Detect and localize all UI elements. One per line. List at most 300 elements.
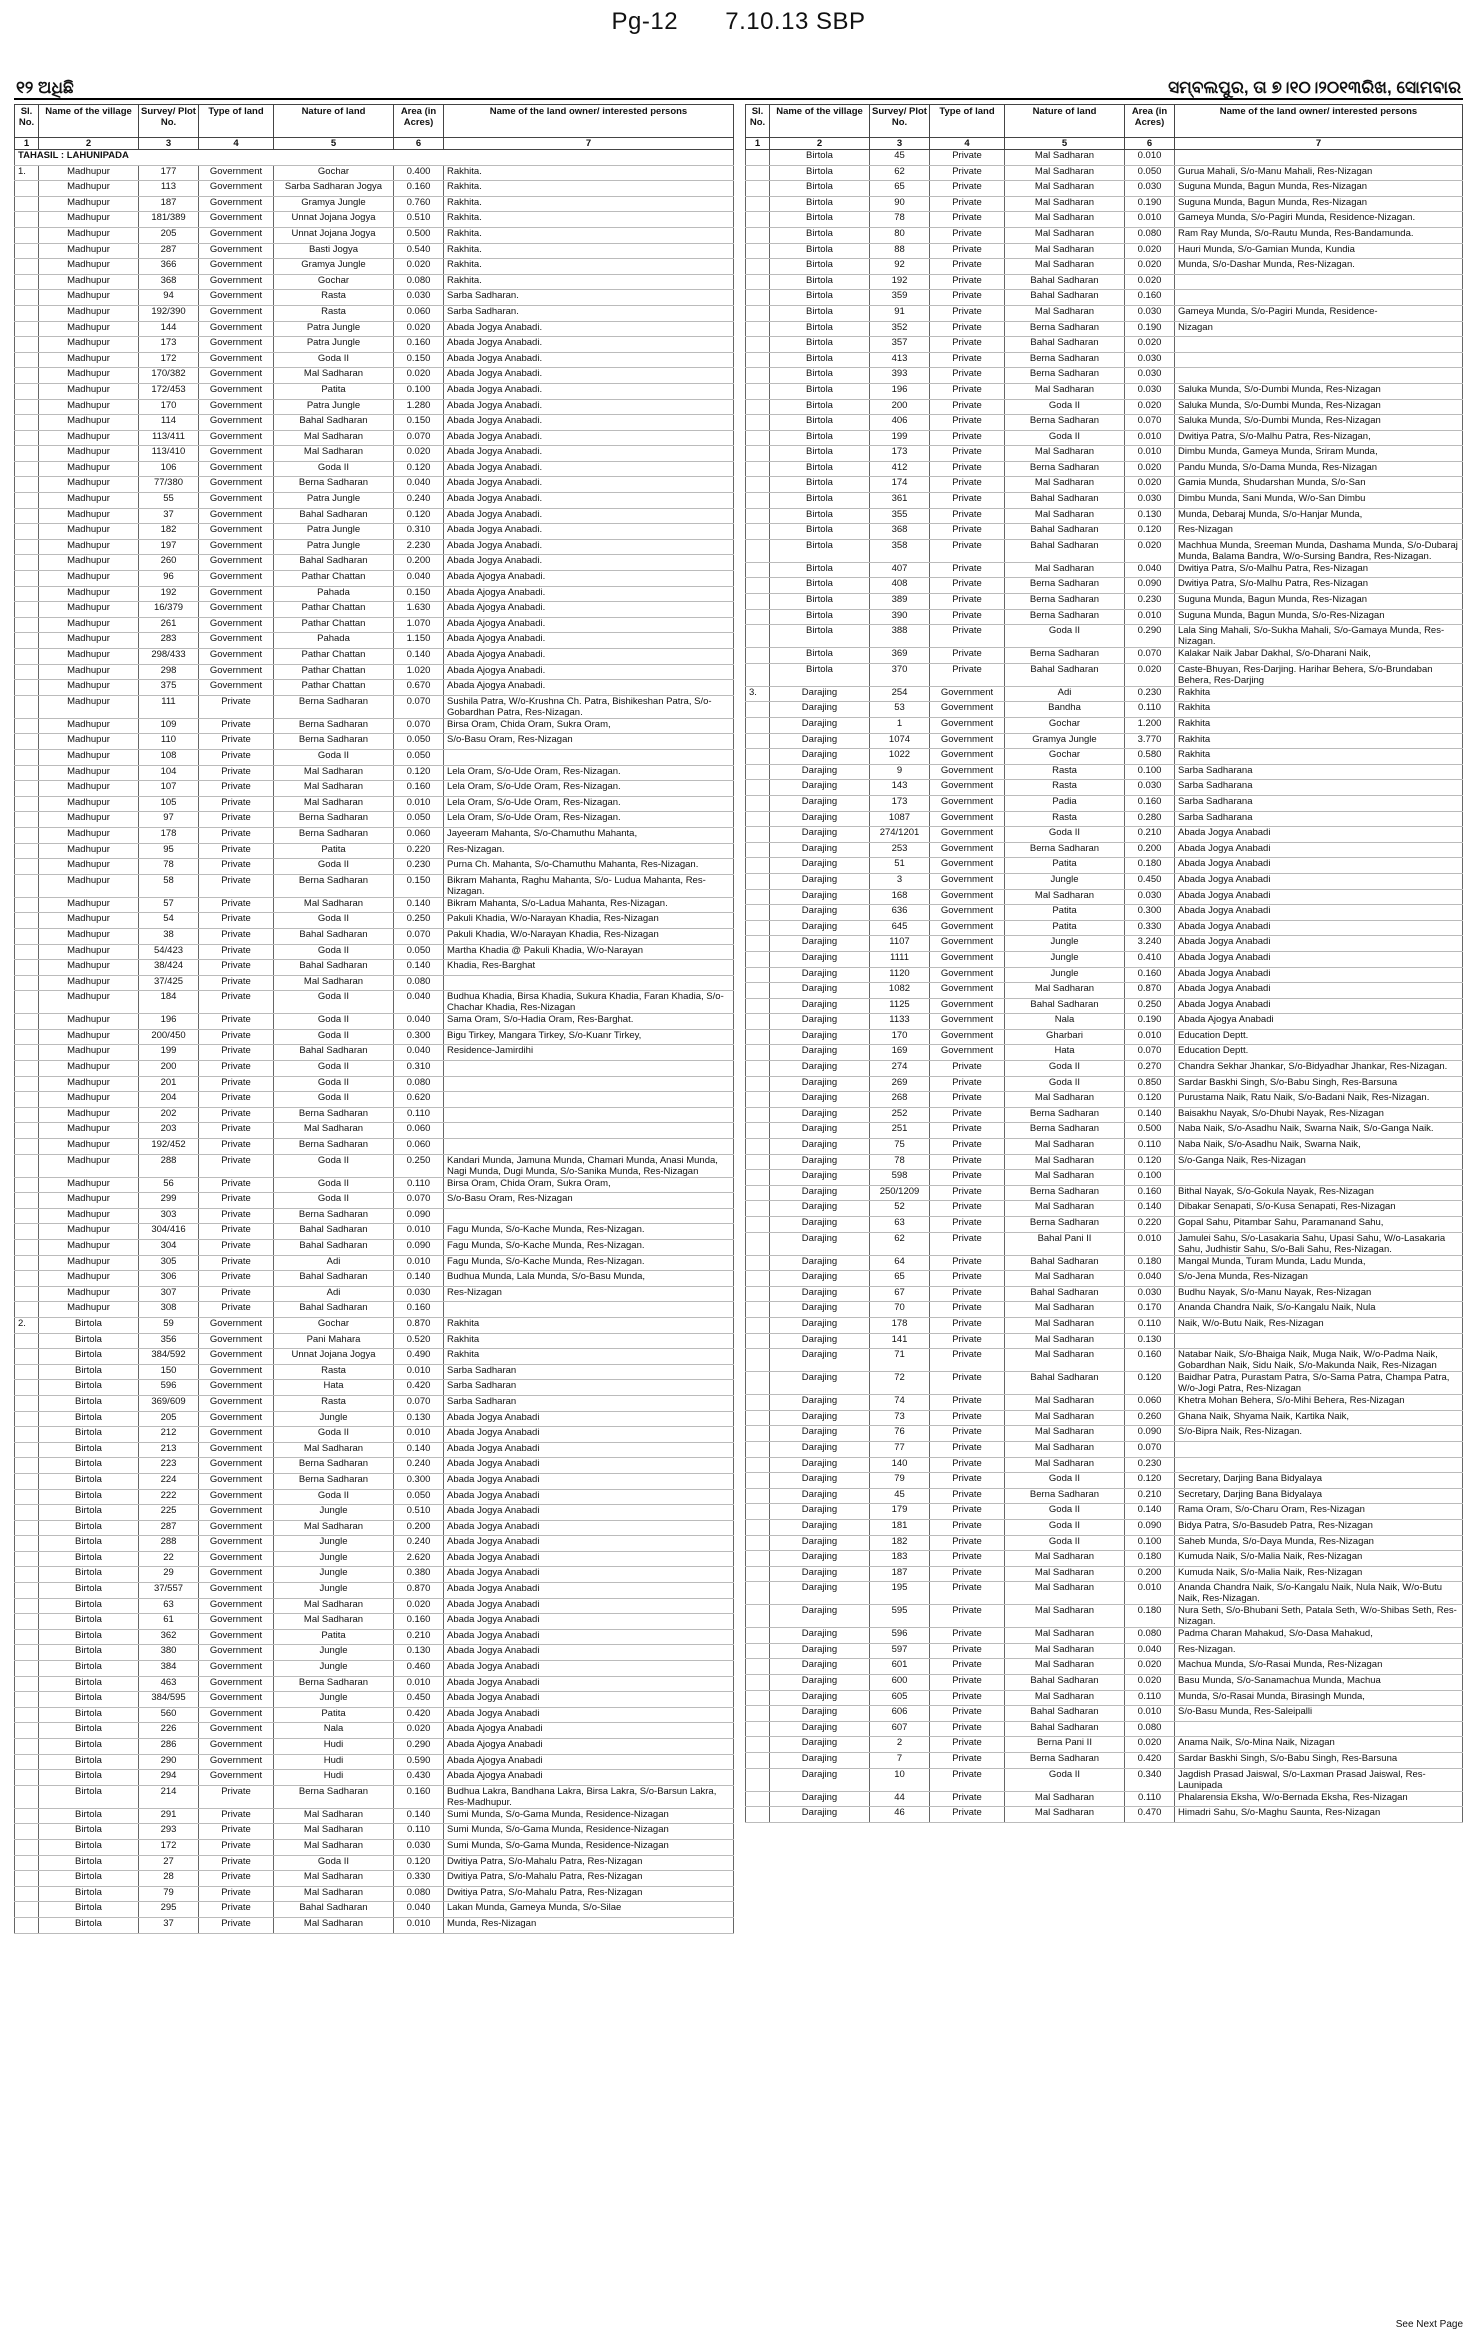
land-type-cell: Government: [199, 399, 274, 415]
land-nature-cell: Bahal Sadharan: [1005, 1721, 1125, 1737]
area-cell: 0.140: [1125, 1504, 1175, 1520]
land-nature-cell: Mal Sadharan: [1005, 196, 1125, 212]
land-nature-cell: Hudi: [274, 1754, 394, 1770]
col-num: 5: [1005, 138, 1125, 150]
owner-cell: Sarba Sadharana: [1175, 764, 1463, 780]
survey-plot-cell: 104: [139, 765, 199, 781]
sl-no-cell: [746, 1317, 770, 1333]
village-cell: Darajing: [770, 718, 870, 734]
table-row: [15, 1139, 734, 1155]
owner-cell: Secretary, Darjing Bana Bidyalaya: [1175, 1488, 1463, 1504]
land-type-cell: Government: [199, 1567, 274, 1583]
land-nature-cell: Goda II: [1005, 1519, 1125, 1535]
table-row: [746, 780, 1463, 796]
area-cell: 0.010: [394, 796, 444, 812]
table-row: [746, 1488, 1463, 1504]
land-nature-cell: Berna Sadharan: [1005, 321, 1125, 337]
area-cell: 0.010: [1125, 1706, 1175, 1722]
land-type-cell: Private: [930, 1076, 1005, 1092]
table-row: [15, 1045, 734, 1061]
land-type-cell: Government: [930, 1045, 1005, 1061]
land-nature-cell: Berna Sadharan: [274, 477, 394, 493]
area-cell: 0.250: [394, 1154, 444, 1177]
owner-cell: [444, 1208, 734, 1224]
survey-plot-cell: 57: [139, 897, 199, 913]
land-nature-cell: Mal Sadharan: [274, 1442, 394, 1458]
village-cell: Madhupur: [39, 617, 139, 633]
owner-cell: Abada Ajogya Anabadi: [444, 1739, 734, 1755]
owner-cell: Abada Jogya Anabadi.: [444, 524, 734, 540]
village-cell: Madhupur: [39, 321, 139, 337]
area-cell: 0.230: [1125, 594, 1175, 610]
village-cell: Madhupur: [39, 1092, 139, 1108]
land-type-cell: Private: [930, 1807, 1005, 1823]
header-village: Name of the village: [39, 105, 139, 138]
area-cell: 0.310: [394, 1061, 444, 1077]
land-nature-cell: Adi: [1005, 686, 1125, 702]
land-table-left: [14, 104, 734, 1934]
land-type-cell: Private: [930, 1582, 1005, 1605]
land-type-cell: Private: [930, 1457, 1005, 1473]
survey-plot-cell: 45: [870, 150, 930, 166]
area-cell: 0.100: [1125, 1170, 1175, 1186]
table-row: [746, 181, 1463, 197]
land-nature-cell: Bahal Sadharan: [274, 1302, 394, 1318]
land-type-cell: Private: [199, 928, 274, 944]
survey-plot-cell: 222: [139, 1489, 199, 1505]
table-row: [15, 960, 734, 976]
owner-cell: Abada Ajogya Anabadi.: [444, 633, 734, 649]
sl-no-cell: [746, 609, 770, 625]
village-cell: Darajing: [770, 858, 870, 874]
village-cell: Madhupur: [39, 960, 139, 976]
land-type-cell: Private: [199, 991, 274, 1014]
sl-no-cell: [746, 562, 770, 578]
survey-plot-cell: 92: [870, 259, 930, 275]
area-cell: 0.040: [1125, 1271, 1175, 1287]
survey-plot-cell: 369: [870, 648, 930, 664]
land-type-cell: Government: [930, 920, 1005, 936]
land-type-cell: Private: [930, 181, 1005, 197]
area-cell: 0.760: [394, 196, 444, 212]
sl-no-cell: [15, 1349, 39, 1365]
table-row: [15, 1286, 734, 1302]
table-row: [746, 165, 1463, 181]
survey-plot-cell: 170/382: [139, 368, 199, 384]
col-num: 1: [15, 138, 39, 150]
owner-cell: Birsa Oram, Chida Oram, Sukra Oram,: [444, 1177, 734, 1193]
land-nature-cell: Gramya Jungle: [274, 196, 394, 212]
header-row: [15, 105, 734, 138]
land-type-cell: Government: [930, 811, 1005, 827]
area-cell: 0.040: [394, 571, 444, 587]
survey-plot-cell: 172: [139, 352, 199, 368]
owner-cell: Pandu Munda, S/o-Dama Munda, Res-Nizagan: [1175, 461, 1463, 477]
village-cell: Darajing: [770, 1201, 870, 1217]
village-cell: Birtola: [39, 1723, 139, 1739]
sl-no-cell: [15, 305, 39, 321]
village-cell: Darajing: [770, 1271, 870, 1287]
village-cell: Madhupur: [39, 493, 139, 509]
village-cell: Darajing: [770, 1488, 870, 1504]
land-type-cell: Government: [930, 936, 1005, 952]
area-cell: 0.270: [1125, 1061, 1175, 1077]
table-row: [15, 1473, 734, 1489]
sl-no-cell: [15, 1871, 39, 1887]
survey-plot-cell: 96: [139, 571, 199, 587]
land-type-cell: Government: [199, 1520, 274, 1536]
survey-plot-cell: 181/389: [139, 212, 199, 228]
area-cell: 0.020: [1125, 1675, 1175, 1691]
table-row: [746, 1286, 1463, 1302]
col-num: 3: [870, 138, 930, 150]
survey-plot-cell: 108: [139, 749, 199, 765]
area-cell: 0.520: [394, 1333, 444, 1349]
village-cell: Madhupur: [39, 524, 139, 540]
survey-plot-cell: 55: [139, 493, 199, 509]
land-nature-cell: Mal Sadharan: [1005, 1271, 1125, 1287]
land-nature-cell: Jungle: [1005, 967, 1125, 983]
area-cell: 0.330: [394, 1871, 444, 1887]
left-column: [14, 104, 734, 1934]
table-row: [746, 274, 1463, 290]
sl-no-cell: [746, 1185, 770, 1201]
land-nature-cell: Patita: [274, 1707, 394, 1723]
area-cell: 0.060: [394, 827, 444, 843]
sl-no-cell: [15, 1208, 39, 1224]
sl-no-cell: [15, 796, 39, 812]
sl-no-cell: [15, 1029, 39, 1045]
owner-cell: Abada Jogya Anabadi: [444, 1536, 734, 1552]
sl-no-cell: [746, 321, 770, 337]
area-cell: 0.110: [394, 1177, 444, 1193]
land-type-cell: Private: [199, 1092, 274, 1108]
sl-no-cell: [746, 430, 770, 446]
survey-plot-cell: 187: [139, 196, 199, 212]
owner-cell: Abada Jogya Anabadi.: [444, 508, 734, 524]
survey-plot-cell: 463: [139, 1676, 199, 1692]
village-cell: Birtola: [39, 1395, 139, 1411]
table-row: [15, 695, 734, 718]
area-cell: 0.420: [394, 1707, 444, 1723]
land-nature-cell: Jungle: [274, 1551, 394, 1567]
table-row: [746, 609, 1463, 625]
land-nature-cell: Goda II: [1005, 1076, 1125, 1092]
survey-plot-cell: 150: [139, 1364, 199, 1380]
land-nature-cell: Mal Sadharan: [274, 897, 394, 913]
table-row: [15, 446, 734, 462]
owner-cell: Rakhita: [444, 1317, 734, 1333]
sl-no-cell: [15, 1520, 39, 1536]
survey-plot-cell: 38: [139, 928, 199, 944]
owner-cell: [444, 1076, 734, 1092]
village-cell: Darajing: [770, 1753, 870, 1769]
land-nature-cell: Mal Sadharan: [1005, 983, 1125, 999]
village-cell: Madhupur: [39, 928, 139, 944]
survey-plot-cell: 37/557: [139, 1583, 199, 1599]
land-type-cell: Private: [930, 493, 1005, 509]
land-nature-cell: Rasta: [1005, 764, 1125, 780]
land-type-cell: Private: [930, 1441, 1005, 1457]
area-cell: 0.470: [1125, 1807, 1175, 1823]
sl-no-cell: [746, 1643, 770, 1659]
area-cell: 0.030: [1125, 352, 1175, 368]
land-nature-cell: Mal Sadharan: [274, 1598, 394, 1614]
survey-plot-cell: 45: [870, 1488, 930, 1504]
village-cell: Madhupur: [39, 477, 139, 493]
header-type: Type of land: [930, 105, 1005, 138]
village-cell: Darajing: [770, 1737, 870, 1753]
area-cell: 0.010: [394, 1917, 444, 1933]
owner-cell: Jagdish Prasad Jaiswal, S/o-Laxman Prasad Jaiswal, Res-Launipada: [1175, 1768, 1463, 1791]
sl-no-cell: [746, 1302, 770, 1318]
owner-cell: Abada Jogya Anabadi.: [444, 493, 734, 509]
sl-no-cell: 3.: [746, 686, 770, 702]
area-cell: 0.040: [1125, 562, 1175, 578]
sl-no-cell: [746, 889, 770, 905]
survey-plot-cell: 1: [870, 718, 930, 734]
owner-cell: Sarba Sadharana: [1175, 811, 1463, 827]
survey-plot-cell: 287: [139, 243, 199, 259]
area-cell: 0.020: [1125, 477, 1175, 493]
area-cell: 0.300: [394, 1029, 444, 1045]
village-cell: Madhupur: [39, 734, 139, 750]
table-row: [15, 1014, 734, 1030]
land-type-cell: Government: [199, 1411, 274, 1427]
owner-cell: Sushila Patra, W/o-Krushna Ch. Patra, Bishikeshan Patra, S/o-Gobardhan Patra, Res-Nizagan.: [444, 695, 734, 718]
owner-cell: Abada Jogya Anabadi.: [444, 337, 734, 353]
area-cell: 0.540: [394, 243, 444, 259]
owner-cell: Rakhita.: [444, 274, 734, 290]
land-type-cell: Government: [199, 243, 274, 259]
survey-plot-cell: 173: [870, 795, 930, 811]
survey-plot-cell: 141: [870, 1333, 930, 1349]
sl-no-cell: [15, 1240, 39, 1256]
land-nature-cell: Rasta: [274, 290, 394, 306]
survey-plot-cell: 75: [870, 1139, 930, 1155]
survey-plot-cell: 261: [139, 617, 199, 633]
table-row: [746, 1659, 1463, 1675]
sl-no-cell: [15, 321, 39, 337]
table-row: [15, 1349, 734, 1365]
survey-plot-cell: 200: [870, 399, 930, 415]
sl-no-cell: [746, 446, 770, 462]
survey-plot-cell: 598: [870, 1170, 930, 1186]
land-type-cell: Government: [199, 664, 274, 680]
land-type-cell: Private: [199, 1917, 274, 1933]
land-nature-cell: Mal Sadharan: [1005, 1139, 1125, 1155]
village-cell: Birtola: [39, 1473, 139, 1489]
area-cell: 0.160: [394, 1302, 444, 1318]
survey-plot-cell: 605: [870, 1690, 930, 1706]
village-cell: Darajing: [770, 1441, 870, 1457]
area-cell: 1.070: [394, 617, 444, 633]
area-cell: 0.090: [1125, 1519, 1175, 1535]
survey-plot-cell: 90: [870, 196, 930, 212]
village-cell: Madhupur: [39, 1224, 139, 1240]
survey-plot-cell: 213: [139, 1442, 199, 1458]
area-cell: 0.190: [1125, 1014, 1175, 1030]
sl-no-cell: [746, 594, 770, 610]
col-num: 1: [746, 138, 770, 150]
land-nature-cell: Patra Jungle: [274, 493, 394, 509]
land-type-cell: Private: [930, 1519, 1005, 1535]
village-cell: Birtola: [39, 1364, 139, 1380]
sl-no-cell: [746, 290, 770, 306]
survey-plot-cell: 355: [870, 508, 930, 524]
land-type-cell: Government: [930, 842, 1005, 858]
table-row: [15, 212, 734, 228]
village-cell: Birtola: [770, 625, 870, 648]
land-nature-cell: Mal Sadharan: [1005, 1349, 1125, 1372]
village-cell: Birtola: [770, 352, 870, 368]
owner-cell: Naik, W/o-Butu Naik, Res-Nizagan: [1175, 1317, 1463, 1333]
owner-cell: Lala Sing Mahali, S/o-Sukha Mahali, S/o-Gamaya Munda, Res-Nizagan.: [1175, 625, 1463, 648]
land-type-cell: Private: [930, 321, 1005, 337]
survey-plot-cell: 295: [139, 1902, 199, 1918]
land-nature-cell: Jungle: [274, 1583, 394, 1599]
village-cell: Darajing: [770, 749, 870, 765]
land-type-cell: Private: [199, 1193, 274, 1209]
header-sl: Sl. No.: [746, 105, 770, 138]
survey-plot-cell: 645: [870, 920, 930, 936]
survey-plot-cell: 38/424: [139, 960, 199, 976]
survey-plot-cell: 76: [870, 1426, 930, 1442]
survey-plot-cell: 7: [870, 1753, 930, 1769]
sl-no-cell: [15, 649, 39, 665]
village-cell: Birtola: [39, 1551, 139, 1567]
owner-cell: Bithal Nayak, S/o-Gokula Nayak, Res-Nizagan: [1175, 1185, 1463, 1201]
tahasil-label: TAHASIL : LAHUNIPADA: [15, 150, 734, 166]
land-nature-cell: Berna Sadharan: [1005, 594, 1125, 610]
land-nature-cell: Mal Sadharan: [274, 765, 394, 781]
area-cell: 0.030: [394, 290, 444, 306]
land-type-cell: Private: [930, 227, 1005, 243]
land-nature-cell: Mal Sadharan: [274, 368, 394, 384]
land-nature-cell: Bahal Sadharan: [1005, 1372, 1125, 1395]
survey-plot-cell: 63: [139, 1598, 199, 1614]
area-cell: 0.050: [394, 1489, 444, 1505]
sl-no-cell: [746, 1045, 770, 1061]
table-row: [15, 1614, 734, 1630]
land-type-cell: Private: [930, 383, 1005, 399]
village-cell: Birtola: [770, 539, 870, 562]
area-cell: 0.410: [1125, 951, 1175, 967]
table-row: [15, 1380, 734, 1396]
land-nature-cell: Unnat Jojana Jogya: [274, 1349, 394, 1365]
area-cell: 0.200: [394, 1520, 444, 1536]
sl-no-cell: [15, 859, 39, 875]
land-nature-cell: Bahal Sadharan: [274, 1240, 394, 1256]
owner-cell: Abada Jogya Anabadi: [1175, 936, 1463, 952]
survey-plot-cell: 298: [139, 664, 199, 680]
survey-plot-cell: 1133: [870, 1014, 930, 1030]
land-nature-cell: Pathar Chattan: [274, 649, 394, 665]
owner-cell: Pakuli Khadia, W/o-Narayan Khadia, Res-Nizagan: [444, 913, 734, 929]
table-row: [746, 1675, 1463, 1691]
village-cell: Madhupur: [39, 181, 139, 197]
land-nature-cell: Pani Mahara: [274, 1333, 394, 1349]
survey-plot-cell: 596: [870, 1628, 930, 1644]
area-cell: 0.150: [394, 415, 444, 431]
owner-cell: Education Deptt.: [1175, 1029, 1463, 1045]
survey-plot-cell: 406: [870, 415, 930, 431]
sl-no-cell: [15, 1092, 39, 1108]
village-cell: Madhupur: [39, 430, 139, 446]
table-row: [746, 305, 1463, 321]
header-row: [746, 105, 1463, 138]
survey-plot-cell: 78: [870, 1154, 930, 1170]
table-row: [746, 1154, 1463, 1170]
land-nature-cell: Berna Sadharan: [274, 718, 394, 734]
land-nature-cell: Bahal Sadharan: [274, 928, 394, 944]
table-row: [746, 415, 1463, 431]
land-nature-cell: Adi: [274, 1286, 394, 1302]
land-type-cell: Private: [930, 1473, 1005, 1489]
sl-no-cell: [746, 749, 770, 765]
owner-cell: Abada Jogya Anabadi: [1175, 920, 1463, 936]
area-cell: 0.080: [1125, 227, 1175, 243]
table-row: [746, 858, 1463, 874]
sl-no-cell: [15, 897, 39, 913]
area-cell: 0.200: [394, 555, 444, 571]
table-row: [746, 1426, 1463, 1442]
area-cell: 0.080: [394, 1886, 444, 1902]
area-cell: 0.300: [1125, 905, 1175, 921]
owner-cell: Abada Ajogya Anabadi.: [444, 649, 734, 665]
survey-plot-cell: 51: [870, 858, 930, 874]
land-nature-cell: Gharbari: [1005, 1029, 1125, 1045]
land-nature-cell: Mal Sadharan: [274, 446, 394, 462]
table-row: [746, 811, 1463, 827]
survey-plot-cell: 46: [870, 1807, 930, 1823]
area-cell: 0.430: [394, 1770, 444, 1786]
sl-no-cell: [15, 1442, 39, 1458]
area-cell: 3.770: [1125, 733, 1175, 749]
survey-plot-cell: 368: [139, 274, 199, 290]
village-cell: Birtola: [770, 259, 870, 275]
area-cell: 0.130: [394, 1411, 444, 1427]
village-cell: Darajing: [770, 1185, 870, 1201]
survey-plot-cell: 384: [139, 1661, 199, 1677]
land-type-cell: Private: [930, 352, 1005, 368]
survey-plot-cell: 380: [139, 1645, 199, 1661]
village-cell: Madhupur: [39, 196, 139, 212]
area-cell: 0.400: [394, 165, 444, 181]
land-type-cell: Government: [930, 718, 1005, 734]
sl-no-cell: [746, 905, 770, 921]
land-type-cell: Private: [930, 1675, 1005, 1691]
land-nature-cell: Berna Sadharan: [1005, 1488, 1125, 1504]
table-row: [15, 1271, 734, 1287]
area-cell: 0.010: [1125, 446, 1175, 462]
survey-plot-cell: 65: [870, 1271, 930, 1287]
table-row: [15, 718, 734, 734]
village-cell: Darajing: [770, 1551, 870, 1567]
owner-cell: Abada Jogya Anabadi: [444, 1707, 734, 1723]
sl-no-cell: [746, 1271, 770, 1287]
owner-cell: Basu Munda, S/o-Sanamachua Munda, Machua: [1175, 1675, 1463, 1691]
owner-cell: Gurua Mahali, S/o-Manu Mahali, Res-Nizagan: [1175, 165, 1463, 181]
col-num: 5: [274, 138, 394, 150]
land-nature-cell: Goda II: [1005, 1535, 1125, 1551]
table-row: [15, 1598, 734, 1614]
area-cell: 0.060: [394, 1139, 444, 1155]
survey-plot-cell: 192/452: [139, 1139, 199, 1155]
table-row: [15, 1645, 734, 1661]
header-owner: Name of the land owner/ interested persons: [1175, 105, 1463, 138]
area-cell: 0.260: [1125, 1410, 1175, 1426]
